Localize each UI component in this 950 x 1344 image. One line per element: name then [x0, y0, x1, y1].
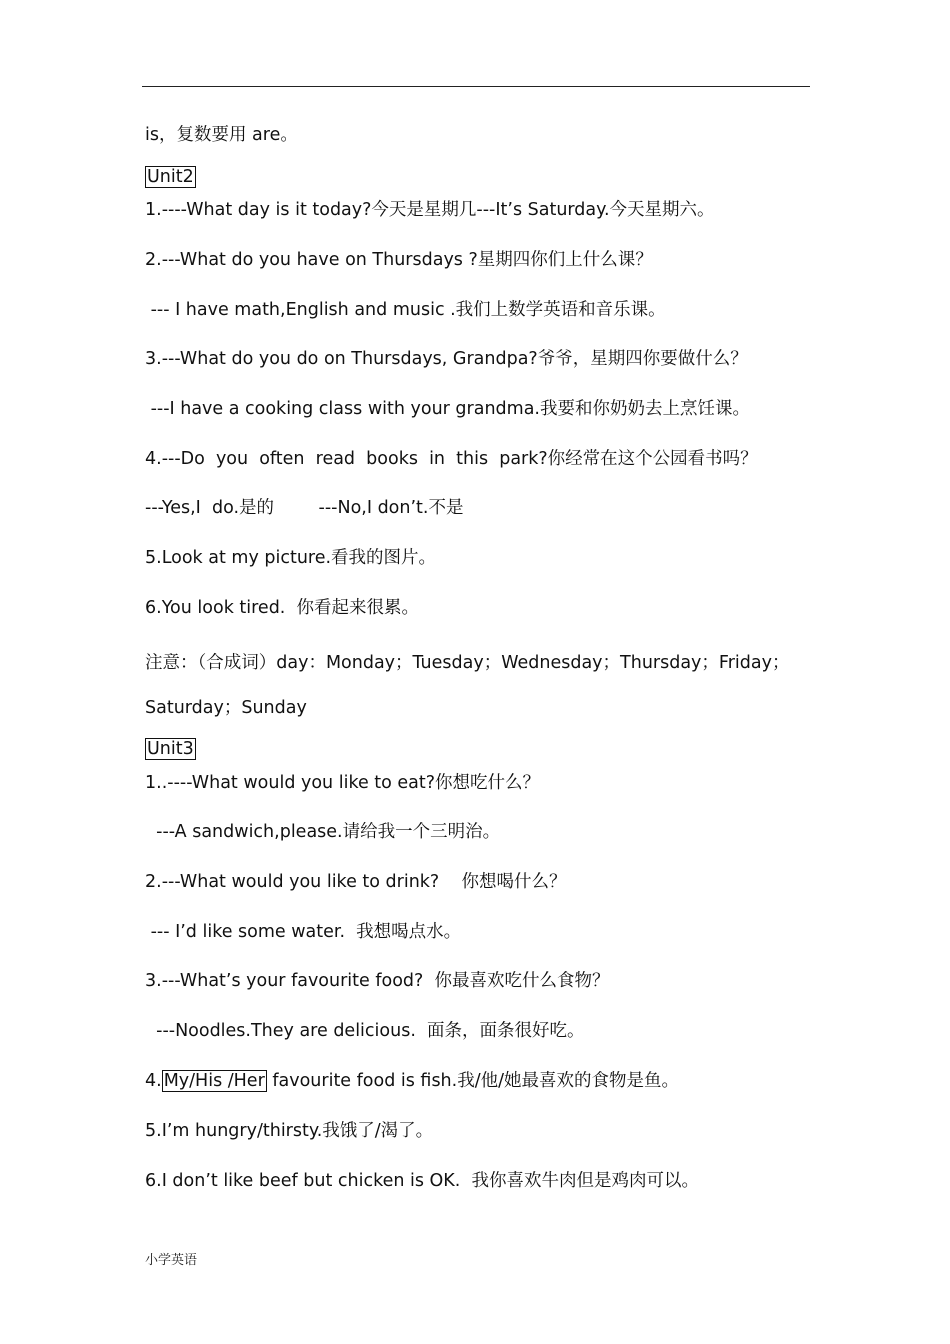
- note-line: 注意：（合成词）day：Monday；Tuesday；Wednesday；Thursday；Friday；: [145, 653, 790, 673]
- text-line: is，复数要用 are。: [145, 125, 298, 145]
- text-line: 3.---What do you do on Thursdays, Grandpa?爷爷，星期四你要做什么？: [145, 349, 748, 369]
- page-footer: 小学英语: [145, 1253, 198, 1268]
- text-line: ---Yes,I do.是的 ---No,I don’t.不是: [145, 498, 464, 518]
- text-line: 6.You look tired. 你看起来很累。: [145, 598, 419, 618]
- boxed-pronouns: My/His /Her: [163, 1071, 265, 1091]
- text-line: ---A sandwich,please.请给我一个三明治。: [145, 822, 501, 842]
- text-line: 2.---What do you have on Thursdays ?星期四你们上什么课？: [145, 250, 653, 270]
- text-line: 1..----What would you like to eat?你想吃什么？: [145, 773, 541, 793]
- text-line: --- I have math,English and music .我们上数学英语和音乐课。: [145, 300, 666, 320]
- text-line: 3.---What’s your favourite food? 你最喜欢吃什么食物？: [145, 971, 610, 991]
- text-line: 4.---Do you often read books in this park?你经常在这个公园看书吗？: [145, 449, 758, 469]
- text-line: 6.I don’t like beef but chicken is OK. 我你喜欢牛肉但是鸡肉可以。: [145, 1171, 699, 1191]
- text-line: ---Noodles.They are delicious. 面条，面条很好吃。: [145, 1021, 585, 1041]
- unit2-label: Unit2: [147, 167, 194, 187]
- unit-heading: [145, 166, 196, 188]
- unit3-label: Unit3: [147, 739, 194, 759]
- unit-heading: [145, 738, 196, 760]
- text-line: 1.----What day is it today?今天是星期几---It’s Saturday.今天星期六。: [145, 200, 715, 220]
- text-line: [145, 1070, 679, 1092]
- note-line-continued: Saturday；Sunday: [145, 698, 307, 718]
- text-line: 5.Look at my picture.看我的图片。: [145, 548, 437, 568]
- text-line: 5.I’m hungry/thirsty.我饿了/渴了。: [145, 1121, 434, 1141]
- text-line: 2.---What would you like to drink? 你想喝什么？: [145, 872, 567, 892]
- header-rule: [142, 86, 810, 87]
- item-text: favourite food is fish.我/他/她最喜欢的食物是鱼。: [266, 1071, 680, 1091]
- text-line: --- I’d like some water. 我想喝点水。: [145, 922, 462, 942]
- text-line: ---I have a cooking class with your grandma.我要和你奶奶去上烹饪课。: [145, 399, 750, 419]
- item-number: 4.: [145, 1071, 162, 1091]
